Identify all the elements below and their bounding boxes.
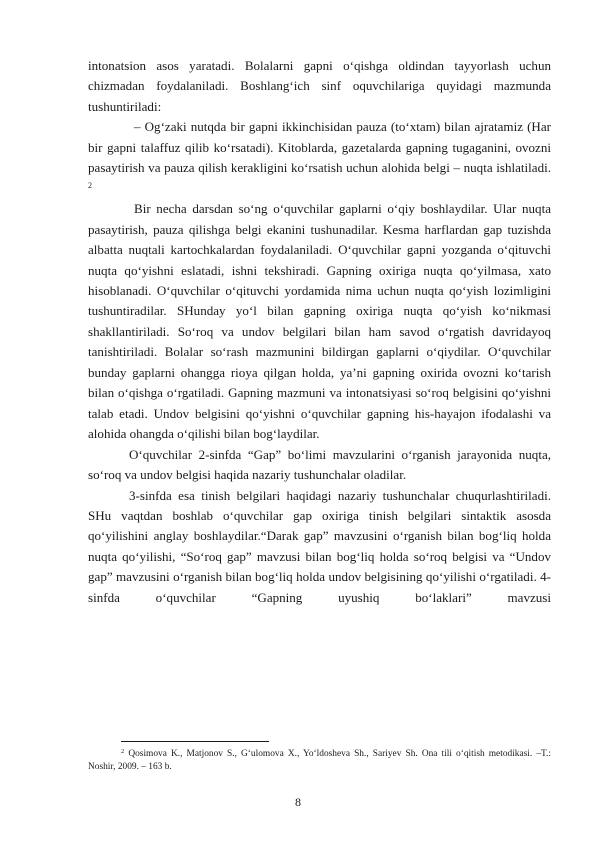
paragraph-2-text: – Og‘zaki nutqda bir gapni ikkinchisidan pauza (to‘xtam) bilan ajratamiz (Har bir gapni talaffuz qilib ko‘rsatadi). Kitoblarda, gazetalarda gapning tugaganini, ovozni pasaytirish va pauza qilish kerakligini ko‘rsatish uchun alohida belgi – nuqta ishlatiladi.	[88, 119, 551, 176]
page-number: 8	[295, 795, 301, 809]
footnote-separator	[121, 741, 269, 742]
paragraph-3: Bir necha darsdan so‘ng o‘quvchilar gaplarni o‘qiy boshlaydilar. Ular nuqta pasaytirish, pauza qilishga belgi ekanini tushunadilar. Kesma harflardan gap tuzishda albatta nuqtali kartochkalardan foydalaniladi. O‘quvchilar gapni yozganda o‘qituvchi nuqta qo‘yishni eslatadi, ishni tekshiradi. Gapning oxiriga nuqta qo‘yilmasa, xato hisoblanadi. O‘quvchilar o‘qituvchi yordamida nima uchun nuqta qo‘yish lozimligini tushuntiradilar. SHunday yo‘l bilan gapning oxiriga nuqta qo‘yish ko‘nikmasi shakllantiriladi. So‘roq va undov belgilari bilan ham savod o‘rgatish davridayoq tanishtiriladi. Bolalar so‘rash mazmunini bildirgan gaplarni o‘qiydilar. O‘quvchilar bunday gaplarni ohangga rioya qilgan holda, ya’ni gapning oxirida ovozni ko‘tarish bilan o‘qishga o‘rgatiladi. Gapning mazmuni va intonatsiyasi so‘roq belgisini qo‘yishni talab etadi. Undov belgisini qo‘yishni o‘quvchilar gapning his-hayajon ifodalashi va alohida ohangda o‘qilishi bilan bog‘laydilar.	[88, 201, 551, 442]
paragraph-5: 3-sinfda esa tinish belgilari haqidagi nazariy tushunchalar chuqurlashtiriladi. SHu vaqtdan boshlab o‘quvchilar gap oxiriga tinish belgilari sintaktik asosda qo‘yilishini anglay boshlaydilar.“Darak gap” mavzusini o‘rganish bilan bog‘liq holda nuqta qo‘yilishi, “So‘roq gap” mavzusi bilan bog‘liq holda so‘roq belgisi va “Undov gap” mavzusini o‘rganish bilan bog‘liq holda undov belgisining qo‘yilishi o‘rgatiladi. 4-sinfda o‘quvchilar “Gapning uyushiq bo‘laklari” mavzusi	[88, 487, 551, 605]
footnote-reference: 2	[88, 180, 92, 190]
footnote-marker: 2	[121, 748, 125, 755]
paragraph-1: intonatsion asos yaratadi. Bolalarni gapni o‘qishga oldindan tayyorlash uchun chizmadan foydalaniladi. Boshlang‘ich sinf oquvchilariga quyidagi mazmunda tushuntiriladi:	[88, 58, 551, 114]
body-text	[88, 56, 551, 608]
paragraph-4: O‘quvchilar 2-sinfda “Gap” bo‘limi mavzularini o‘rganish jarayonida nuqta, so‘roq va undov belgisi haqida nazariy tushunchalar oladilar.	[88, 446, 551, 483]
paragraph-2	[88, 117, 551, 199]
footnote	[88, 748, 551, 774]
footnote-text: Qosimova K., Matjonov S., G‘ulomova X., Yo‘ldosheva Sh., Sariyev Sh. Ona tili o‘qitish metodikasi. –T.: Noshir, 2009. – 163 b.	[88, 749, 551, 773]
